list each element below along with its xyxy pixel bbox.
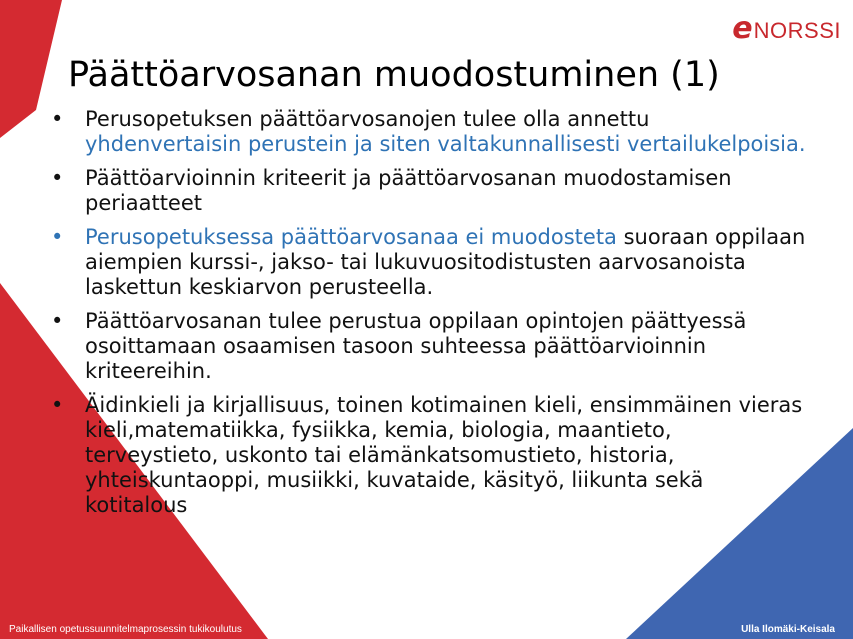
bullet-item: [48, 309, 808, 384]
footer-left-text: Paikallisen opetussuunnitelmaprosessin tukikoulutus: [9, 624, 242, 635]
bullet-text: Päättöarvioinnin kriteerit ja päättöarvosanan muodostamisen periaatteet: [85, 166, 732, 215]
logo-text: NORSSI: [753, 18, 841, 43]
bullet-text: Perusopetuksen päättöarvosanojen tulee olla annettu: [85, 107, 650, 131]
enorssi-logo: [732, 11, 841, 46]
bullet-text: Päättöarvosanan tulee perustua oppilaan opintojen päättyessä osoittamaan osaamisen tasoon suhteessa päättöarvioinnin kriteereihin.: [85, 309, 747, 383]
bullet-dot-icon: •: [51, 166, 64, 190]
footer-author: Ulla Ilomäki-Keisala: [741, 624, 835, 635]
bullet-item: [48, 393, 808, 518]
bullet-dot-icon: •: [51, 393, 64, 417]
bullet-dot-icon: •: [51, 309, 64, 333]
bullet-item: [48, 166, 808, 216]
bullet-text: Perusopetuksessa päättöarvosanaa ei muodosteta: [85, 225, 617, 249]
slide-title: Päättöarvosanan muodostuminen (1): [68, 55, 720, 95]
bullet-item: [48, 107, 808, 157]
bullet-text: yhdenvertaisin perustein ja siten valtakunnallisesti vertailukelpoisia.: [85, 132, 806, 156]
bullet-text: suoraan oppilaan aiempien kurssi-, jakso- tai lukuvuositodistusten aarvosanoista laskettun keskiarvon perusteella.: [85, 225, 806, 299]
bullet-list: [48, 107, 808, 527]
bullet-item: [48, 225, 808, 300]
logo-mark: e: [732, 11, 753, 46]
bullet-text: Äidinkieli ja kirjallisuus, toinen kotimainen kieli, ensimmäinen vieras kieli,matematiikka, fysiikka, kemia, biologia, maantieto, terveystieto, uskonto tai elämänkatsomustieto, historia, yhteiskuntaoppi, musiikki, kuvataide, käsityö, liikunta sekä kotitalous: [85, 393, 803, 517]
bullet-dot-icon: •: [51, 107, 64, 131]
bullet-dot-icon: •: [51, 225, 64, 249]
